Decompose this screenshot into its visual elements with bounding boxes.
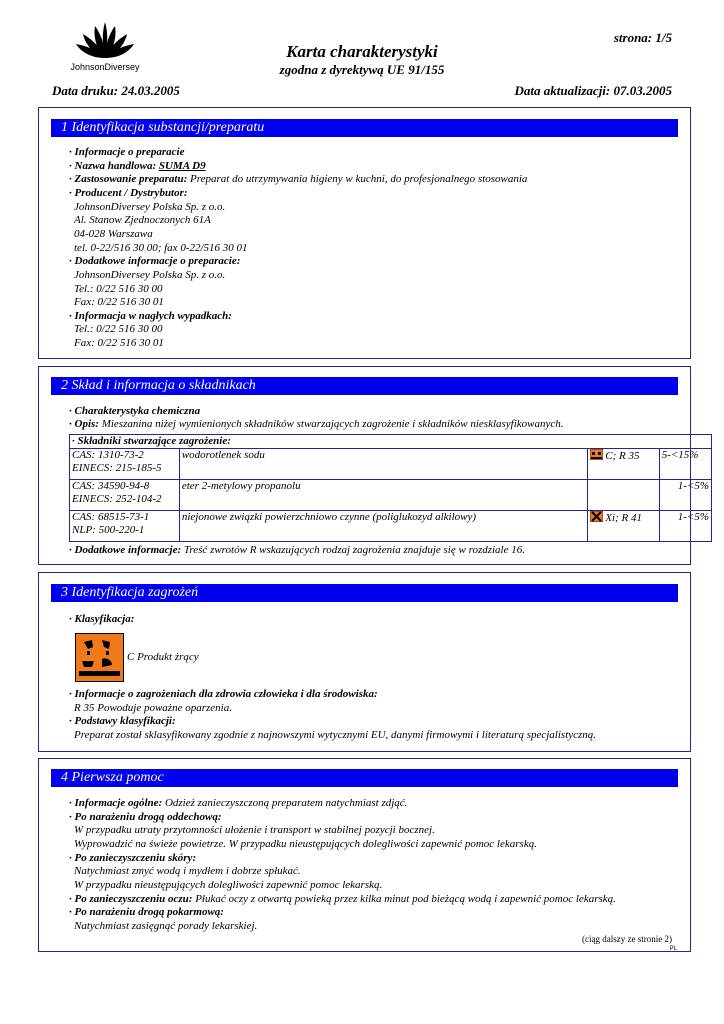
section-3-heading: 3 Identyfikacja zagrożeń [51, 584, 678, 602]
components-header: · Składniki stwarzające zagrożenie: [70, 435, 712, 449]
general-value: Odzież zanieczyszczoną preparatem natychmiast zdjąć. [164, 797, 408, 809]
table-row [70, 449, 712, 480]
language-code: PL [669, 946, 677, 952]
section-4 [38, 758, 691, 952]
component-class [588, 480, 659, 511]
emergency-line: Tel.: 0/22 516 30 00 [74, 323, 163, 335]
table-row [70, 480, 712, 511]
desc-value: Mieszanina niżej wymienionych składników stwarzających zagrożenie i składników niesklasyfikowanych. [101, 418, 564, 430]
component-concentration: 1-<5% [659, 511, 711, 542]
table-row [70, 435, 712, 449]
eye-value: Płukać oczy z otwartą powieką przez kilka minut pod bieżącą wodą i zapewnić pomoc lekarską. [195, 893, 616, 905]
char-label: · Charakterystyka chemiczna [69, 405, 201, 417]
eye-line [69, 893, 616, 906]
general-info-line [69, 797, 407, 810]
emergency-label: · Informacja w nagłych wypadkach: [69, 310, 232, 322]
product-classification: C Produkt żrący [127, 651, 199, 663]
section-1-heading: 1 Identyfikacja substancji/preparatu [51, 119, 678, 137]
description-line [69, 418, 564, 431]
nlp-number: NLP: 500-220-1 [72, 524, 145, 536]
print-date: Data druku: 24.03.2005 [52, 83, 180, 98]
skin-line: W przypadku nieustępujących dolegliwości zapewnić pomoc lekarską. [74, 879, 383, 891]
cas-number: CAS: 68515-73-1 [72, 511, 150, 523]
producer-line: tel. 0-22/516 30 00; fax 0-22/516 30 01 [74, 242, 248, 254]
ingestion-label: · Po narażeniu drogą pokarmową: [69, 906, 224, 918]
component-ids [70, 511, 180, 542]
usage-value: Preparat do utrzymywania higieny w kuchni, do profesjonalnego stosowania [190, 173, 528, 185]
extra-line: Tel.: 0/22 516 30 00 [74, 283, 163, 295]
general-label: · Informacje ogólne: [69, 797, 165, 809]
irritant-icon [590, 511, 603, 522]
class-code: Xi; R 41 [605, 512, 642, 524]
additional-info-line [69, 544, 525, 557]
dates-row [52, 83, 672, 99]
class-code: C; R 35 [605, 450, 640, 462]
health-label: · Informacje o zagrożeniach dla zdrowia człowieka i dla środowiska: [69, 688, 378, 700]
component-class [588, 511, 659, 542]
health-value: R 35 Powoduje poważne oparzenia. [74, 702, 232, 714]
einecs-number: EINECS: 252-104-2 [72, 493, 162, 505]
component-concentration: 1-<5% [659, 480, 711, 511]
section-4-heading: 4 Pierwsza pomoc [51, 769, 678, 787]
cas-number: CAS: 1310-73-2 [72, 449, 144, 461]
section-3 [38, 572, 691, 752]
section-1 [38, 107, 691, 359]
trade-name-line [69, 160, 206, 173]
inhalation-line: W przypadku utraty przytomności ułożenie i transport w stabilnej pozycji bocznej. [74, 824, 435, 836]
trade-label: · Nazwa handlowa: [69, 160, 159, 172]
classification-label: · Klasyfikacja: [69, 613, 135, 625]
component-name: niejonowe związki powierzchniowo czynne (poliglukozyd alkilowy) [179, 511, 587, 542]
eye-label: · Po zanieczyszczeniu oczu: [69, 893, 196, 905]
brand-name: JohnsonDiversey [70, 62, 140, 72]
component-class [588, 449, 659, 480]
extra-line: JohnsonDiversey Polska Sp. z o.o. [74, 269, 226, 281]
desc-label: · Opis: [69, 418, 102, 430]
page-number: strona: 1/5 [613, 30, 672, 45]
component-concentration: 5-<15% [659, 449, 711, 480]
component-ids [70, 449, 180, 480]
ingestion-value: Natychmiast zasięgnąć porady lekarskiej. [74, 920, 258, 932]
emergency-line: Fax: 0/22 516 30 01 [74, 337, 164, 349]
document-title: Karta charakterystyki [286, 42, 438, 61]
component-name: eter 2-metylowy propanolu [179, 480, 587, 511]
producer-line: Al. Stanow Zjednoczonych 61A [74, 214, 211, 226]
update-date: Data aktualizacji: 07.03.2005 [514, 83, 672, 98]
components-table [69, 434, 712, 542]
section-2-heading: 2 Skład i informacja o składnikach [51, 377, 678, 395]
usage-line [69, 173, 527, 186]
producer-line: 04-028 Warszawa [74, 228, 153, 240]
basis-label: · Podstawy klasyfikacji: [69, 715, 176, 727]
document-subtitle: zgodna z dyrektywą UE 91/155 [279, 62, 445, 77]
inhalation-line: Wyprowadzić na świeże powietrze. W przypadku nieustępujących dolegliwości zapewnić pomoc lekarską. [74, 838, 537, 850]
cas-number: CAS: 34590-94-8 [72, 480, 150, 492]
trade-value: SUMA D9 [158, 160, 206, 172]
corrosive-icon [76, 634, 123, 681]
basis-value: Preparat został sklasyfikowany zgodnie z najnowszymi wytycznymi EU, danymi firmowymi i literaturą specjalistyczną. [74, 729, 597, 741]
section-2 [38, 366, 709, 565]
extra-line: Fax: 0/22 516 30 01 [74, 296, 164, 308]
corrosive-pictogram [75, 633, 124, 682]
inhalation-label: · Po narażeniu drogą oddechową: [69, 811, 222, 823]
einecs-number: EINECS: 215-185-5 [72, 462, 162, 474]
continued-note: (ciąg dalszy ze stronie 2) [582, 934, 672, 944]
producer-label: · Producent / Dystrybutor: [69, 187, 188, 199]
producer-line: JohnsonDiversey Polska Sp. z o.o. [74, 201, 226, 213]
component-ids [70, 480, 180, 511]
skin-line: Natychmiast zmyć wodą i mydłem i dobrze spłukać. [74, 865, 301, 877]
usage-label: · Zastosowanie preparatu: [69, 173, 191, 185]
additional-label: · Dodatkowe informacje: [69, 544, 184, 556]
info-label: · Informacje o preparacie [69, 146, 185, 158]
additional-value: Treść zwrotów R wskazujących rodzaj zagrożenia znajduje się w rozdziale 16. [183, 544, 525, 556]
component-name: wodorotlenek sodu [179, 449, 587, 480]
extra-label: · Dodatkowe informacje o preparacie: [69, 255, 241, 267]
corrosive-icon [590, 449, 603, 460]
table-row [70, 511, 712, 542]
skin-label: · Po zanieczyszczeniu skóry: [69, 852, 197, 864]
